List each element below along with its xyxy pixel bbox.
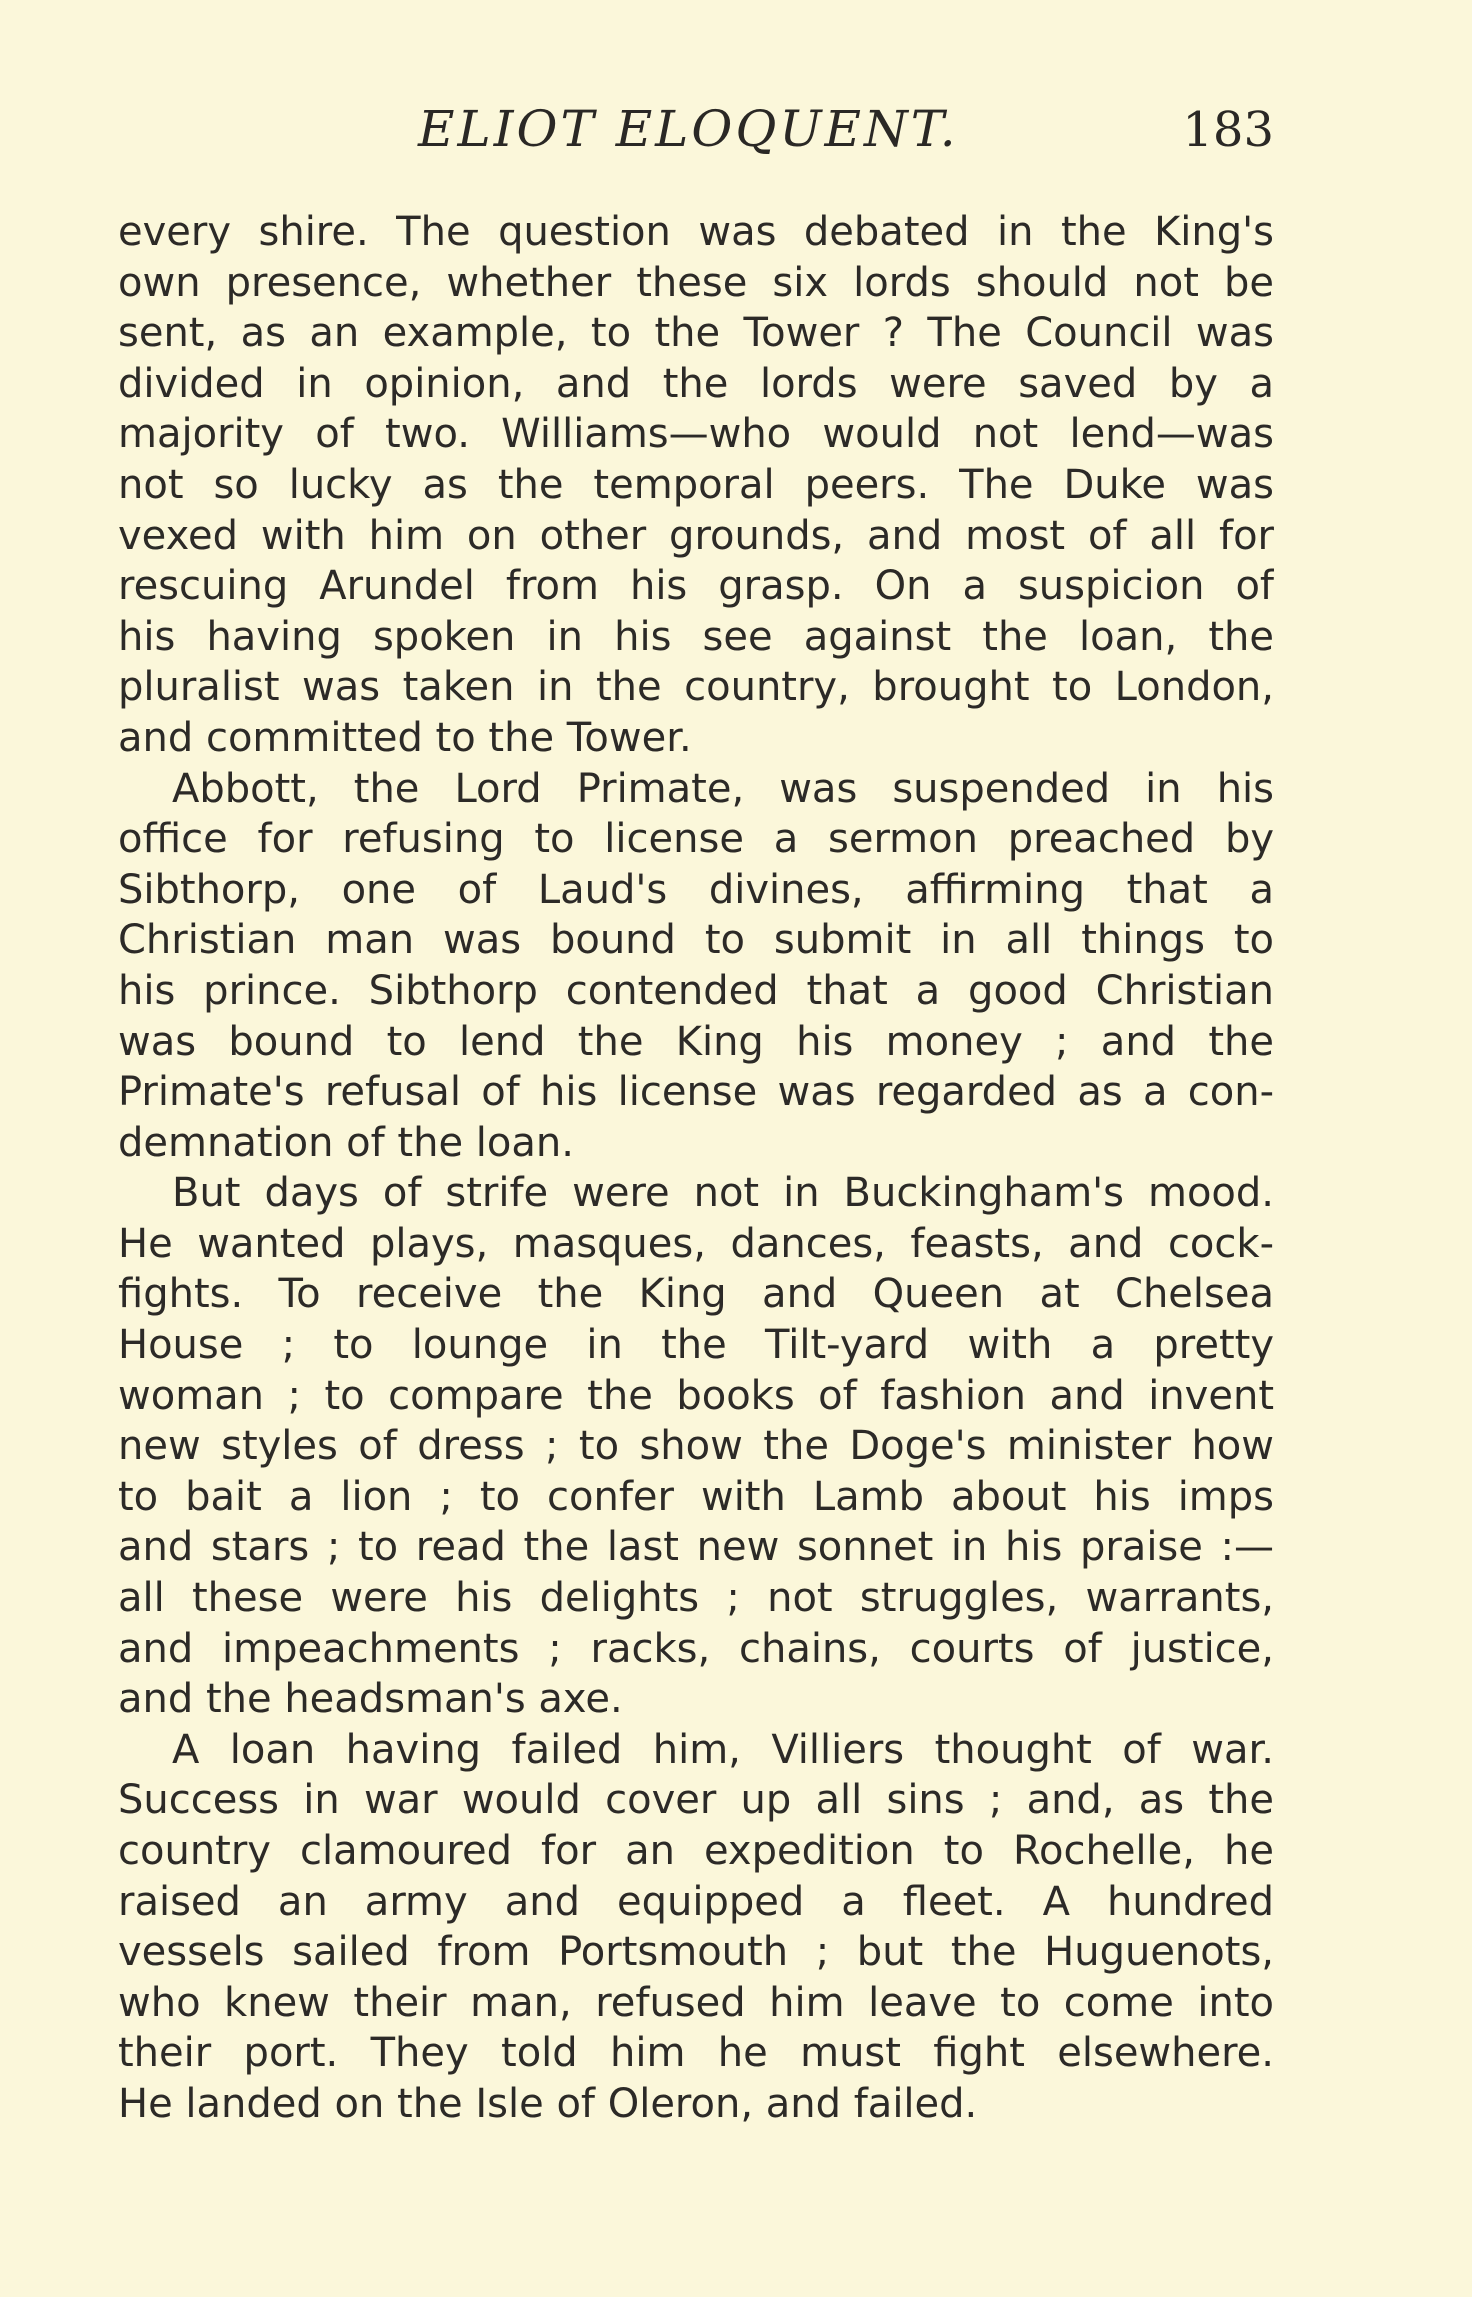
text-line: Christian man was bound to submit in all things to (118, 917, 1274, 964)
text-line: office for refusing to license a sermon preached by (118, 816, 1274, 863)
text-line: vessels sailed from Portsmouth ; but the Huguenots, (118, 1929, 1274, 1976)
text-line: Primate's refusal of his license was regarded as a con- (118, 1069, 1274, 1116)
paragraph (118, 207, 1274, 764)
text-line: woman ; to compare the books of fashion and invent (118, 1372, 1274, 1419)
text-line: vexed with him on other grounds, and most of all for (118, 512, 1274, 559)
running-head: ELIOT ELOQUENT. (418, 100, 959, 158)
text-line: But days of strife were not in Buckingham's mood. (172, 1170, 1274, 1217)
text-line: new styles of dress ; to show the Doge's minister how (118, 1423, 1274, 1470)
text-line: fights. To receive the King and Queen at Chelsea (118, 1271, 1274, 1318)
text-line: own presence, whether these six lords should not be (118, 259, 1274, 306)
text-line: his having spoken in his see against the loan, the (118, 613, 1274, 660)
page-number: 183 (1182, 102, 1274, 158)
text-line: was bound to lend the King his money ; and the (118, 1018, 1274, 1065)
text-line: and stars ; to read the last new sonnet in his praise :— (118, 1524, 1274, 1571)
page-header (118, 100, 1274, 170)
paragraph (118, 764, 1274, 1169)
text-line: country clamoured for an expedition to Rochelle, he (118, 1828, 1274, 1874)
paragraph (118, 1168, 1274, 1725)
text-line: majority of two. Williams—who would not lend—was (118, 411, 1274, 458)
text-line: Sibthorp, one of Laud's divines, affirming that a (118, 866, 1274, 913)
text-line: and the headsman's axe. (118, 1676, 623, 1723)
text-line: his prince. Sibthorp contended that a good Christian (118, 967, 1274, 1014)
text-line: their port. They told him he must fight elsewhere. (118, 2030, 1274, 2077)
text-line: every shire. The question was debated in the King's (118, 209, 1274, 255)
text-line: and impeachments ; racks, chains, courts of justice, (118, 1625, 1274, 1672)
text-line: to bait a lion ; to confer with Lamb about his imps (118, 1473, 1274, 1520)
text-line: sent, as an example, to the Tower ? The Council was (118, 310, 1274, 357)
text-line: Success in war would cover up all sins ; and, as the (118, 1777, 1274, 1824)
text-line: He wanted plays, masques, dances, feasts, and cock- (118, 1220, 1274, 1267)
text-line: rescuing Arundel from his grasp. On a suspicion of (118, 563, 1274, 610)
text-line: and committed to the Tower. (118, 714, 692, 761)
body-text (118, 207, 1274, 2130)
text-line: Abbott, the Lord Primate, was suspended in his (172, 765, 1274, 812)
text-line: A loan having failed him, Villiers thought of war. (172, 1726, 1274, 1773)
text-line: not so lucky as the temporal peers. The Duke was (118, 461, 1274, 508)
text-line: He landed on the Isle of Oleron, and failed. (118, 2080, 978, 2127)
text-line: who knew their man, refused him leave to come into (118, 1979, 1274, 2026)
text-line: House ; to lounge in the Tilt-yard with a pretty (118, 1322, 1274, 1369)
text-line: all these were his delights ; not struggles, warrants, (118, 1575, 1274, 1622)
text-line: divided in opinion, and the lords were saved by a (118, 360, 1274, 407)
text-line: raised an army and equipped a fleet. A hundred (118, 1878, 1274, 1925)
text-line: pluralist was taken in the country, brought to London, (118, 664, 1274, 711)
paragraph (118, 1725, 1274, 2130)
text-line: demnation of the loan. (118, 1119, 574, 1166)
